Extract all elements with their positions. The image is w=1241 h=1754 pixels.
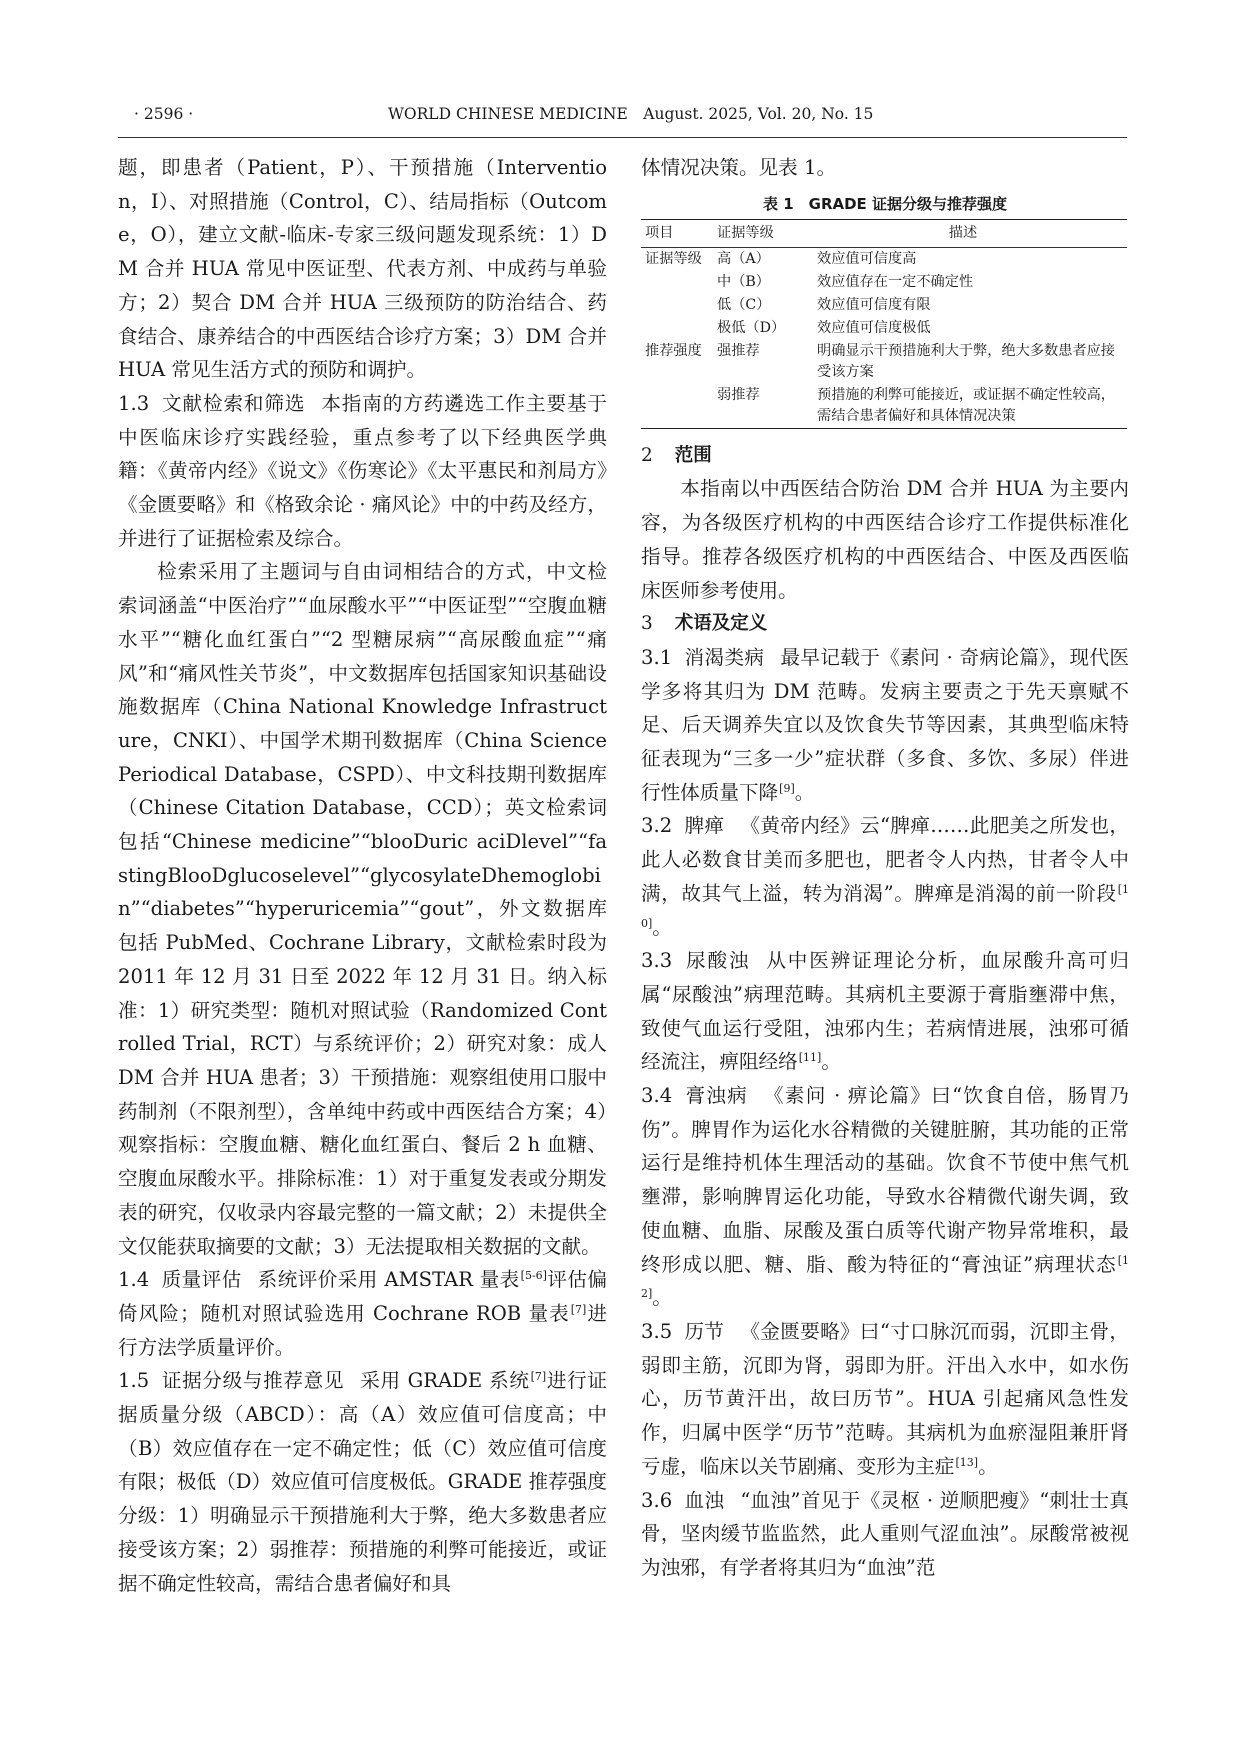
section-number: 1.3 [118, 391, 150, 415]
section-title: 术语及定义 [674, 613, 768, 635]
table-row [641, 340, 1127, 384]
table-cell [641, 271, 713, 294]
column-header: 证据等级 [713, 219, 799, 247]
section-text: 。 [978, 1454, 998, 1478]
left-column [118, 151, 607, 1600]
table-row [641, 271, 1127, 294]
search-paragraph: 检索采用了主题词与自由词相结合的方式，中文检索词涵盖“中医治疗”“血尿酸水平”“中医证型”“空腹血糖水平”“糖化血红蛋白”“2 型糖尿病”“高尿酸血症”“痛风”和“痛风性关节炎”，中文数据库包括国家知识基础设施数据库（China National Knowledge Infrastructure，CNKI）、中国学术期刊数据库（China Science Periodical Database，CSPD）、中文科技期刊数据库（Chinese Citation Database，CCD）；英文检索词包括“Chinese medicine”“blooDuric aciDlevel”“fastingBlooDglucoselevel”“glycosylateDhemoglobin”“diabetes”“hyperuricemia”“gout”，外文数据库包括 PubMed、Cochrane Library，文献检索时段为 2011 年 12 月 31 日至 2022 年 12 月 31 日。纳入标准：1）研究类型：随机对照试验（Randomized Controlled Trial，RCT）与系统评价；2）研究对象：成人 DM 合并 HUA 患者；3）干预措施：观察组使用口服中药制剂（不限剂型），含单纯中药或中西医结合方案；4）观察指标：空腹血糖、糖化血红蛋白、餐后 2 h 血糖、空腹血尿酸水平。排除标准：1）对于重复发表或分期发表的研究，仅收录内容最完整的一篇文献；2）未提供全文仅能获取摘要的文献；3）无法提取相关数据的文献。 [118, 560, 607, 1258]
table-cell [641, 317, 713, 340]
section-number: 1.4 [118, 1268, 150, 1292]
section-3-3 [641, 944, 1129, 1079]
page-number: · 2596 · [134, 105, 194, 123]
citation: [12] [641, 1253, 1129, 1301]
section-number: 3.2 [641, 814, 673, 838]
table-cell: 强推荐 [717, 342, 760, 359]
table-cell: 效应值可信度高 [817, 250, 917, 267]
section-text: 进行证据质量分级（ABCD）：高（A）效应值可信度高；中（B）效应值存在一定不确定性；低（C）效应值可信度有限；极低（D）效应值可信度极低。GRADE 推荐强度分级：1）明确显示干预措施利大于弊，绝大多数患者应接受该方案；2）弱推荐：预措施的利弊可能接近，或证据不确定性较高，需结合患者偏好和具 [118, 1369, 608, 1595]
section-3-4 [641, 1079, 1129, 1315]
section-text: 采用 GRADE 系统 [360, 1369, 530, 1393]
section-text: 评估偏倚风险；随机对照试验选用 Cochrane ROB 量表 [118, 1268, 608, 1325]
intro-paragraph: 题，即患者（Patient，P）、干预措施（Intervention，I）、对照措施（Control，C）、结局指标（Outcome，O），建立文献-临床-专家三级问题发现系统：1）DM 合并 HUA 常见中医证型、代表方剂、中成药与单验方；2）契合 DM 合并 HUA 三级预防的防治结合、药食结合、康养结合的中西医结合诊疗方案；3）DM 合并 HUA 常见生活方式的预防和调护。 [118, 156, 607, 382]
section-title: 证据分级与推荐意见 [161, 1369, 345, 1393]
table-cell [641, 294, 713, 317]
citation: [5-6] [520, 1269, 547, 1283]
table-cell: 推荐强度 [645, 342, 702, 359]
right-column [641, 151, 1129, 1585]
section-number: 3.6 [641, 1488, 673, 1512]
table-cell: 效应值存在一定不确定性 [817, 273, 974, 290]
section-text: 《黄帝内经》云“脾瘅……此肥美之所发也，此人必数食甘美而多肥也，肥者令人内热，甘者令人中满，故其气上溢，转为消渴”。脾瘅是消渴的前一阶段 [641, 814, 1129, 905]
table-cell: 高（A） [717, 250, 770, 267]
section-text: 系统评价采用 AMSTAR 量表 [257, 1268, 520, 1292]
section-2-heading [641, 439, 1129, 473]
section-title: 膏浊病 [684, 1084, 749, 1108]
citation: [7] [530, 1370, 547, 1384]
section-title: 质量评估 [161, 1268, 242, 1292]
section-text: 。 [652, 1286, 672, 1310]
citation: [11] [798, 1051, 822, 1065]
section-text: 从中医辨证理论分析，血尿酸升高可归属“尿酸浊”病理范畴。其病机主要源于膏脂壅滞中焦，致使气血运行受阻，浊邪内生；若病情进展，浊邪可循经流注，痹阻经络 [641, 949, 1129, 1074]
table-row [641, 384, 1127, 429]
section-number: 3 [641, 613, 653, 635]
section-title: 消渴类病 [684, 645, 765, 669]
table-cell: 证据等级 [645, 250, 702, 267]
section-title: 文献检索和筛选 [161, 391, 306, 415]
scope-paragraph: 本指南以中西医结合防治 DM 合并 HUA 为主要内容，为各级医疗机构的中西医结合诊疗工作提供标准化指导。推荐各级医疗机构的中西医结合、中医及西医临床医师参考使用。 [641, 477, 1129, 602]
table-row [641, 317, 1127, 340]
table-cell: 预措施的利弊可能接近，或证据不确定性较高，需结合患者偏好和具体情况决策 [817, 386, 1115, 424]
section-text: 进行方法学质量评价。 [118, 1301, 608, 1359]
section-3-heading [641, 607, 1129, 641]
section-title: 历节 [684, 1319, 725, 1343]
section-1-5 [118, 1364, 607, 1600]
citation: [13] [955, 1455, 979, 1469]
section-text: 本指南的方药遴选工作主要基于中医临床诊疗实践经验，重点参考了以下经典医学典籍：《黄帝内经》《说文》《伤寒论》《太平惠民和剂局方》《金匮要略》和《格致余论 · 痛风论》中的中药及经方，并进行了证据检索及综合。 [118, 391, 608, 550]
section-1-3 [118, 387, 607, 556]
section-1-4 [118, 1263, 607, 1364]
section-number: 3.4 [641, 1084, 673, 1108]
table-cell: 中（B） [717, 273, 770, 290]
citation: [10] [641, 882, 1129, 930]
section-text: 。 [821, 1050, 841, 1074]
section-title: 血浊 [684, 1488, 725, 1512]
section-number: 3.3 [641, 949, 673, 973]
table-cell: 效应值可信度极低 [817, 319, 931, 336]
section-title: 范围 [674, 444, 712, 466]
section-number: 3.5 [641, 1319, 673, 1343]
section-number: 2 [641, 444, 653, 466]
section-text: 《素问 · 痹论篇》曰“饮食自倍，肠胃乃伤”。脾胃作为运化水谷精微的关键脏腑，其功能的正常运行是维持机体生理活动的基础。饮食不节使中焦气机壅滞，影响脾胃运化功能，导致水谷精微代谢失调，致使血糖、血脂、尿酸及蛋白质等代谢产物异常堆积，最终形成以肥、糖、脂、酸为特征的“膏浊证”病理状态 [641, 1084, 1129, 1276]
grade-table-block [641, 189, 1129, 429]
section-text: 。 [794, 780, 815, 804]
section-text: 最早记载于《素问 · 奇病论篇》，现代医学多将其归为 DM 范畴。发病主要责之于先天禀赋不足、后天调养失宜以及饮食失节等因素，其典型临床特征表现为“三多一少”症状群（多食、多饮、多尿）伴进行性体质量下降 [641, 645, 1129, 804]
section-3-5 [641, 1315, 1129, 1484]
table-header-row [641, 219, 1127, 247]
table-row [641, 294, 1127, 317]
section-3-6 [641, 1484, 1129, 1585]
section-3-2 [641, 809, 1129, 944]
column-header: 项目 [641, 219, 713, 247]
section-text: 《金匮要略》曰“寸口脉沉而弱，沉即主骨，弱即主筋，沉即为肾，弱即为肝。汗出入水中，如水伤心，历节黄汗出，故曰历节”。HUA 引起痛风急性发作，归属中医学“历节”范畴。其病机为血瘀湿阻兼肝肾亏虚，临床以关节剧痛、变形为主症 [641, 1319, 1129, 1478]
header-rule [118, 137, 1127, 138]
section-title: 脾瘅 [684, 814, 725, 838]
citation: [9] [779, 781, 795, 795]
continued-paragraph: 体情况决策。见表 1。 [641, 156, 837, 179]
section-title: 尿酸浊 [684, 949, 751, 973]
section-number: 3.1 [641, 645, 673, 669]
table-cell: 极低（D） [717, 319, 786, 336]
citation: [7] [570, 1302, 587, 1316]
table-cell: 效应值可信度有限 [817, 296, 931, 313]
column-header: 描述 [799, 219, 1127, 247]
table-cell: 明确显示干预措施利大于弊，绝大多数患者应接受该方案 [817, 342, 1115, 380]
section-number: 1.5 [118, 1369, 150, 1393]
table-cell: 弱推荐 [717, 386, 760, 403]
table-cell [641, 384, 713, 429]
table-row [641, 247, 1127, 271]
table-cell: 低（C） [717, 296, 771, 313]
section-text: “血浊”首见于《灵枢 · 逆顺肥瘦》“刺壮士真骨，坚肉缓节监监然，此人重则气涩血浊”。尿酸常被视为浊邪，有学者将其归为“血浊”范 [641, 1488, 1129, 1579]
journal-info: WORLD CHINESE MEDICINE August. 2025, Vol. 20, No. 15 [388, 105, 874, 123]
table-title: 表 1 GRADE 证据分级与推荐强度 [762, 194, 1008, 213]
section-text: 。 [652, 915, 672, 939]
grade-table [641, 219, 1127, 429]
section-3-1 [641, 641, 1129, 810]
